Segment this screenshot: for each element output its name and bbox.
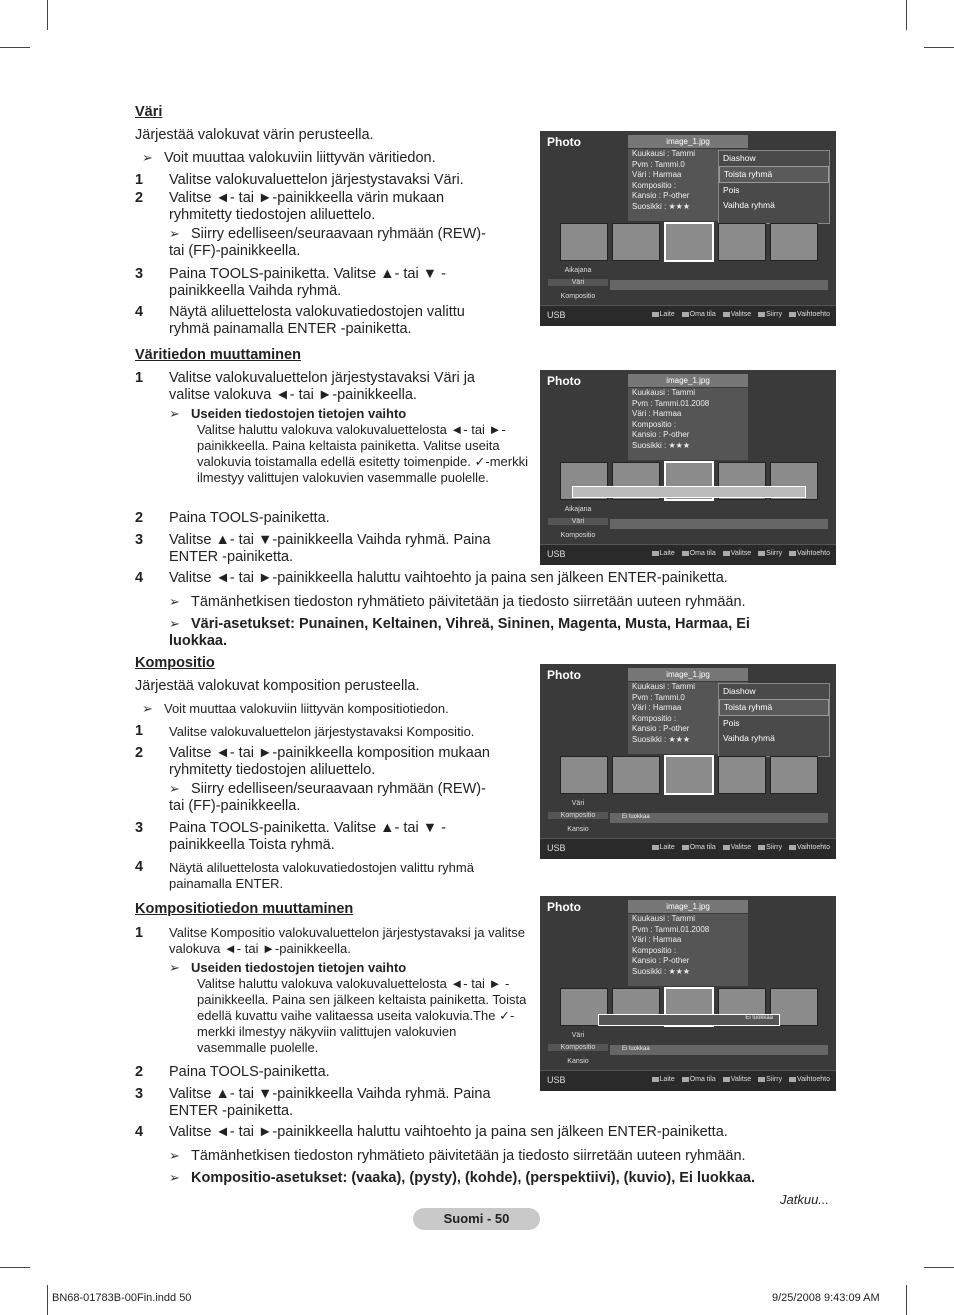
thumbnail[interactable]	[612, 756, 660, 794]
step-text: Paina TOOLS-painiketta. Valitse ▲- tai ▼ -painikkeella Toista ryhmä.	[169, 820, 446, 853]
menu-item[interactable]: Vaihda ryhmä	[723, 733, 775, 743]
screen-title: Photo	[547, 374, 581, 388]
info-panel: Kuukausi : Tammi Pvm : Tammi.0 Väri : Harmaa Kompositio : Kansio : P-other Suosikki : ★★★	[628, 682, 748, 754]
info-panel: Kuukausi : Tammi Pvm : Tammi.01.2008 Väri : Harmaa Kompositio : Kansio : P-other Suosikki : ★★★	[628, 388, 748, 460]
thumbnail-selected[interactable]	[664, 222, 714, 262]
group-band: Ei luokkaa	[610, 1045, 828, 1055]
step-text: Paina TOOLS-painiketta. Valitse ▲- tai ▼ -painikkeella Vaihda ryhmä.	[169, 266, 446, 299]
step-text: Valitse valokuvaluettelon järjestystavaksi Väri.	[169, 172, 464, 188]
step-number: 1	[135, 370, 144, 386]
step-number: 3	[135, 266, 144, 282]
sort-label: Kompositio	[560, 532, 596, 539]
device-label: USB	[547, 549, 566, 559]
step-text: Valitse ◄- tai ►-painikkeella komposition mukaan ryhmitetty tiedostojen aliluettelo.	[169, 745, 490, 778]
sub-note: ➢ Siirry edelliseen/seuraavaan ryhmään (REW)- tai (FF)-painikkeella.	[169, 226, 486, 259]
device-label: USB	[547, 1075, 566, 1085]
tv-screen-4	[540, 896, 836, 1091]
crop-mark	[906, 0, 907, 30]
step-number: 1	[135, 723, 144, 739]
sort-label: Kompositio	[548, 812, 608, 819]
menu-item[interactable]: Toista ryhmä	[719, 166, 829, 183]
section-heading-kompositiotiedon: Kompositiotiedon muuttaminen	[135, 901, 354, 917]
file-name: image_1.jpg	[628, 374, 748, 387]
step-number: 3	[135, 532, 144, 548]
key-legend: Laite Oma tila Valitse Siirry Vaihtoehto	[647, 311, 830, 318]
tv-screen-1	[540, 131, 836, 326]
menu-item[interactable]: Pois	[723, 185, 740, 195]
multi-change-note: ➢ Useiden tiedostojen tietojen vaihto Valitse haluttu valokuva valokuvaluettelosta ◄- tai ►-painikkeella. Paina keltaista painiketta. Valitse useita valokuvia toistamalla edellä esitetty toimenpide. ✓-merkki ilmestyy valittujen valokuvien vasemmalle puolelle.	[169, 406, 528, 485]
thumbnail[interactable]	[560, 223, 608, 261]
status-bar	[540, 1070, 836, 1091]
info-panel: Kuukausi : Tammi Pvm : Tammi.01.2008 Väri : Harmaa Kompositio : Kansio : P-other Suosikki : ★★★	[628, 914, 748, 986]
tools-menu	[718, 150, 830, 224]
step-text: Valitse ◄- tai ►-painikkeella värin mukaan ryhmitetty tiedostojen aliluettelo.	[169, 190, 445, 223]
thumbnail[interactable]	[770, 223, 818, 261]
print-date: 9/25/2008 9:43:09 AM	[772, 1292, 880, 1304]
sort-label: Väri	[548, 518, 608, 525]
crop-mark	[47, 1285, 48, 1315]
step-number: 4	[135, 1124, 144, 1140]
crop-mark	[0, 47, 30, 48]
menu-item[interactable]: Diashow	[723, 153, 756, 163]
tv-screen-2	[540, 370, 836, 565]
sort-label: Väri	[571, 800, 585, 807]
section-heading-varitiedon: Väritiedon muuttaminen	[135, 347, 301, 363]
step-text: Valitse ◄- tai ►-painikkeella haluttu vaihtoehto ja paina sen jälkeen ENTER-painiketta.	[169, 570, 728, 586]
thumbnail[interactable]	[770, 756, 818, 794]
sort-label: Kompositio	[548, 1044, 608, 1051]
sort-label: Kansio	[567, 826, 589, 833]
step-text: Paina TOOLS-painiketta.	[169, 1064, 330, 1080]
status-bar	[540, 838, 836, 859]
sort-label: Väri	[548, 279, 608, 286]
sub-note: ➢ Siirry edelliseen/seuraavaan ryhmään (REW)- tai (FF)-painikkeella.	[169, 781, 486, 814]
note: ➢ Kompositio-asetukset: (vaaka), (pysty), (kohde), (perspektiivi), (kuvio), Ei luokkaa.	[169, 1170, 756, 1186]
device-label: USB	[547, 843, 566, 853]
step-text: Valitse valokuvaluettelon järjestystavaksi Väri ja valitse valokuva ◄- tai ►-painikkeella.	[169, 370, 475, 403]
key-legend: Laite Oma tila Valitse Siirry Vaihtoehto	[647, 550, 830, 557]
sort-label: Kompositio	[560, 293, 596, 300]
step-number: 2	[135, 745, 144, 761]
composition-picker[interactable]: Ei luokkaa	[598, 1014, 780, 1026]
note: ➢ Tämänhetkisen tiedoston ryhmätieto päivitetään ja tiedosto siirretään uuteen ryhmään.	[169, 1148, 746, 1164]
menu-item[interactable]: Diashow	[723, 686, 756, 696]
thumbnail[interactable]	[718, 223, 766, 261]
step-text: Valitse ▲- tai ▼-painikkeella Vaihda ryhmä. Paina ENTER -painiketta.	[169, 1086, 491, 1119]
tv-screen-3	[540, 664, 836, 859]
crop-mark	[924, 47, 954, 48]
thumbnail[interactable]	[718, 756, 766, 794]
step-number: 1	[135, 172, 144, 188]
step-number: 3	[135, 820, 144, 836]
status-bar	[540, 305, 836, 326]
group-band: Ei luokkaa	[610, 813, 828, 823]
file-name: image_1.jpg	[628, 900, 748, 913]
step-number: 4	[135, 570, 144, 586]
step-text: Näytä aliluettelosta valokuvatiedostojen valittu ryhmä painamalla ENTER -painiketta.	[169, 304, 465, 337]
note: ➢ Voit muuttaa valokuviin liittyvän väritiedon.	[142, 150, 436, 166]
step-number: 2	[135, 190, 144, 206]
sort-label: Kansio	[567, 1058, 589, 1065]
sort-label: Aikajana	[564, 267, 592, 274]
status-bar	[540, 544, 836, 565]
thumbnail[interactable]	[560, 756, 608, 794]
group-band	[610, 519, 828, 529]
note: ➢ Tämänhetkisen tiedoston ryhmätieto päivitetään ja tiedosto siirretään uuteen ryhmään.	[169, 594, 746, 610]
screen-title: Photo	[547, 668, 581, 682]
step-number: 4	[135, 304, 144, 320]
section-heading-vari: Väri	[135, 104, 163, 120]
note: ➢ Voit muuttaa valokuviin liittyvän kompositiotiedon.	[142, 701, 449, 716]
step-number: 2	[135, 510, 144, 526]
step-number: 1	[135, 925, 144, 941]
group-band	[610, 280, 828, 290]
file-name: image_1.jpg	[628, 668, 748, 681]
section-heading-kompositio: Kompositio	[135, 655, 215, 671]
section-intro: Järjestää valokuvat komposition perusteella.	[135, 678, 420, 694]
menu-item[interactable]: Vaihda ryhmä	[723, 200, 775, 210]
thumbnail[interactable]	[612, 223, 660, 261]
crop-mark	[924, 1267, 954, 1268]
step-text: Valitse valokuvaluettelon järjestystavaksi Kompositio.	[169, 724, 475, 739]
step-text: Näytä aliluettelosta valokuvatiedostojen valittu ryhmä painamalla ENTER.	[169, 860, 474, 891]
menu-item[interactable]: Pois	[723, 718, 740, 728]
screen-title: Photo	[547, 135, 581, 149]
sort-label: Väri	[571, 1032, 585, 1039]
step-text: Paina TOOLS-painiketta.	[169, 510, 330, 526]
page-number: Suomi - 50	[413, 1208, 540, 1230]
step-text: Valitse ◄- tai ►-painikkeella haluttu vaihtoehto ja paina sen jälkeen ENTER-painiketta.	[169, 1124, 728, 1140]
step-number: 3	[135, 1086, 144, 1102]
key-legend: Laite Oma tila Valitse Siirry Vaihtoehto	[647, 844, 830, 851]
step-text: Valitse Kompositio valokuvaluettelon järjestystavaksi ja valitse valokuva ◄- tai ►-painikkeella.	[169, 925, 525, 956]
device-label: USB	[547, 310, 566, 320]
sort-label: Aikajana	[564, 506, 592, 513]
color-picker[interactable]	[572, 486, 806, 498]
crop-mark	[0, 1267, 30, 1268]
crop-mark	[47, 0, 48, 30]
screen-title: Photo	[547, 900, 581, 914]
file-name: image_1.jpg	[628, 135, 748, 148]
note: ➢ Väri-asetukset: Punainen, Keltainen, Vihreä, Sininen, Magenta, Musta, Harmaa, Ei luokkaa.	[169, 616, 750, 649]
step-number: 4	[135, 859, 144, 875]
tools-menu	[718, 683, 830, 757]
menu-item[interactable]: Toista ryhmä	[719, 699, 829, 716]
file-info: BN68-01783B-00Fin.indd 50	[52, 1292, 192, 1304]
section-intro: Järjestää valokuvat värin perusteella.	[135, 127, 374, 143]
key-legend: Laite Oma tila Valitse Siirry Vaihtoehto	[647, 1076, 830, 1083]
step-number: 2	[135, 1064, 144, 1080]
multi-change-note: ➢ Useiden tiedostojen tietojen vaihto Valitse haluttu valokuva valokuvaluettelosta ◄- tai ► -painikkeella. Paina sen jälkeen keltaista painiketta. Toista edellä kuvattu vaihe valitaessa useita valokuvia.The ✓-merkki ilmestyy näkyviin valittujen valokuvien vasemmalle puolelle.	[169, 960, 527, 1055]
step-text: Valitse ▲- tai ▼-painikkeella Vaihda ryhmä. Paina ENTER -painiketta.	[169, 532, 491, 565]
thumbnail-selected[interactable]	[664, 755, 714, 795]
info-panel: Kuukausi : Tammi Pvm : Tammi.0 Väri : Harmaa Kompositio : Kansio : P-other Suosikki : ★★★	[628, 149, 748, 221]
crop-mark	[906, 1285, 907, 1315]
continue-label: Jatkuu...	[780, 1192, 830, 1207]
